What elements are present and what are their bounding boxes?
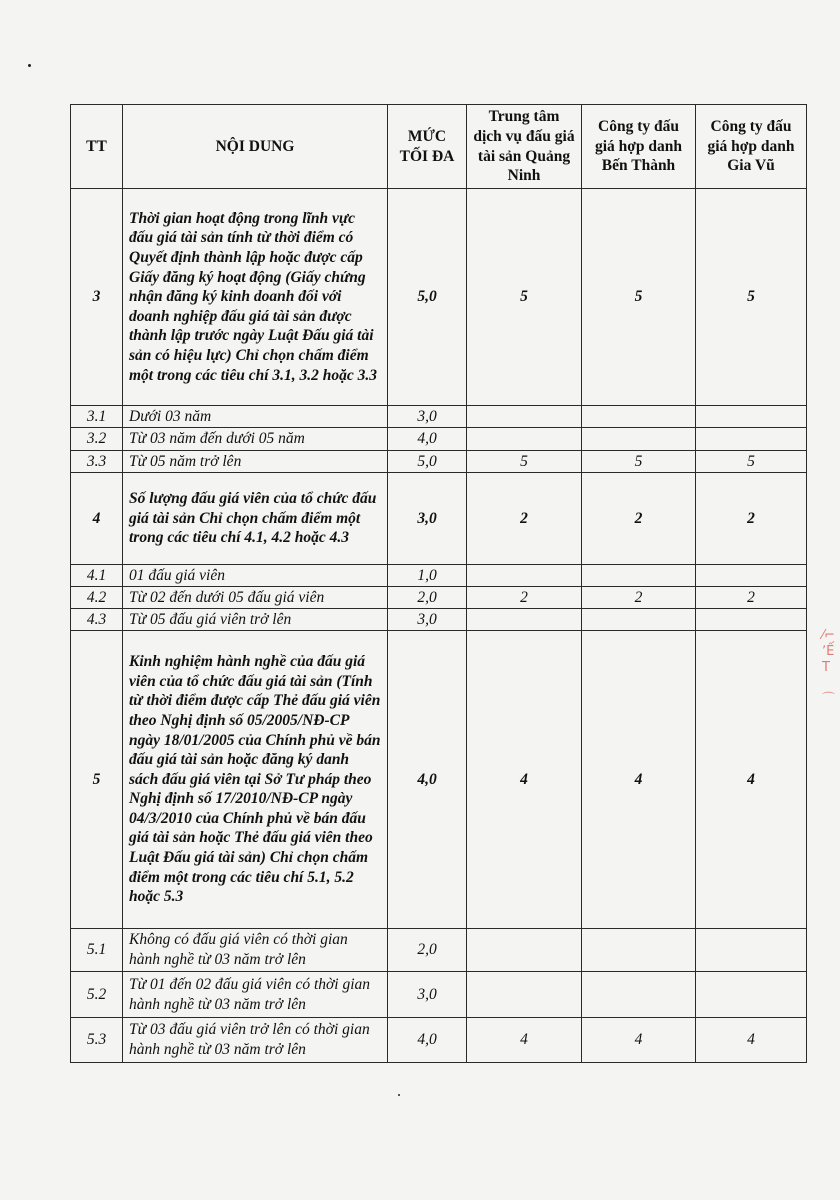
row-max: 3,0: [388, 406, 467, 428]
row-number: 5: [71, 631, 123, 929]
row-max: 5,0: [388, 189, 467, 406]
score-org2: 2: [582, 473, 696, 565]
row-max: 3,0: [388, 972, 467, 1018]
table-row: [71, 473, 807, 565]
row-max: 4,0: [388, 428, 467, 451]
row-number: 5.3: [71, 1018, 123, 1063]
score-org3: [696, 428, 807, 451]
scan-mark: [28, 64, 31, 67]
table-row: [71, 587, 807, 609]
scan-mark: [398, 1094, 400, 1096]
row-max: 4,0: [388, 1018, 467, 1063]
row-content: Từ 01 đến 02 đấu giá viên có thời gian hành nghề từ 03 năm trở lên: [123, 972, 388, 1018]
score-org1: 4: [467, 1018, 582, 1063]
row-number: 4.1: [71, 565, 123, 587]
header-tt: TT: [71, 105, 123, 189]
row-max: 4,0: [388, 631, 467, 929]
row-number: 4: [71, 473, 123, 565]
scoring-table: [70, 104, 807, 1063]
table-row: [71, 929, 807, 972]
score-org2: [582, 428, 696, 451]
score-org2: [582, 565, 696, 587]
score-org3: 2: [696, 587, 807, 609]
header-org-quang-ninh: Trung tâm dịch vụ đấu giá tài sản Quảng Ninh: [467, 105, 582, 189]
score-org1: 2: [467, 473, 582, 565]
row-max: 1,0: [388, 565, 467, 587]
score-org2: 2: [582, 587, 696, 609]
row-content: 01 đấu giá viên: [123, 565, 388, 587]
row-max: 2,0: [388, 929, 467, 972]
score-org1: 2: [467, 587, 582, 609]
row-number: 5.2: [71, 972, 123, 1018]
score-org3: 5: [696, 451, 807, 473]
table-row: [71, 451, 807, 473]
score-org3: 2: [696, 473, 807, 565]
row-content: Từ 03 năm đến dưới 05 năm: [123, 428, 388, 451]
header-content: NỘI DUNG: [123, 105, 388, 189]
score-org2: 4: [582, 631, 696, 929]
score-org3: 4: [696, 1018, 807, 1063]
row-content: Từ 05 năm trở lên: [123, 451, 388, 473]
row-content: Từ 03 đấu giá viên trở lên có thời gian hành nghề từ 03 năm trở lên: [123, 1018, 388, 1063]
table-row: [71, 406, 807, 428]
header-max: MỨC TỐI ĐA: [388, 105, 467, 189]
score-org2: 5: [582, 189, 696, 406]
row-content: Thời gian hoạt động trong lĩnh vực đấu giá tài sản tính từ thời điểm có Quyết định thành lập hoặc được cấp Giấy đăng ký hoạt động (Giấy chứng nhận đăng ký kinh doanh đối với doanh nghiệp đấu giá tài sản được thành lập trước ngày Luật Đấu giá tài sản có hiệu lực) Chỉ chọn chấm điểm một trong các tiêu chí 3.1, 3.2 hoặc 3.3: [123, 189, 388, 406]
row-max: 3,0: [388, 473, 467, 565]
score-org3: 4: [696, 631, 807, 929]
score-org3: [696, 972, 807, 1018]
row-content: Số lượng đấu giá viên của tổ chức đấu giá tài sản Chỉ chọn chấm điểm một trong các tiêu chí 4.1, 4.2 hoặc 4.3: [123, 473, 388, 565]
table-row: [71, 565, 807, 587]
score-org1: [467, 406, 582, 428]
row-max: 5,0: [388, 451, 467, 473]
table-row: [71, 609, 807, 631]
score-org1: 5: [467, 189, 582, 406]
score-org1: [467, 609, 582, 631]
row-number: 4.2: [71, 587, 123, 609]
table-row: [71, 972, 807, 1018]
score-org1: [467, 428, 582, 451]
row-content: Từ 02 đến dưới 05 đấu giá viên: [123, 587, 388, 609]
header-row: [71, 105, 807, 189]
row-content: Từ 05 đấu giá viên trở lên: [123, 609, 388, 631]
row-max: 3,0: [388, 609, 467, 631]
score-org3: [696, 406, 807, 428]
score-org2: 5: [582, 451, 696, 473]
score-org1: 4: [467, 631, 582, 929]
score-org2: [582, 406, 696, 428]
table-row: [71, 1018, 807, 1063]
score-org3: [696, 565, 807, 587]
row-number: 4.3: [71, 609, 123, 631]
table-row: [71, 631, 807, 929]
score-org2: [582, 609, 696, 631]
row-content: Dưới 03 năm: [123, 406, 388, 428]
score-org1: [467, 929, 582, 972]
score-org1: [467, 565, 582, 587]
stamp-mark: ⁄⌐ ʼẾ T ⌒: [822, 628, 836, 707]
row-number: 5.1: [71, 929, 123, 972]
row-number: 3.3: [71, 451, 123, 473]
table-row: [71, 428, 807, 451]
row-number: 3.1: [71, 406, 123, 428]
table-row: [71, 189, 807, 406]
score-org3: [696, 929, 807, 972]
header-org-ben-thanh: Công ty đấu giá hợp danh Bến Thành: [582, 105, 696, 189]
score-org2: [582, 972, 696, 1018]
row-content: Không có đấu giá viên có thời gian hành nghề từ 03 năm trở lên: [123, 929, 388, 972]
score-org2: [582, 929, 696, 972]
score-org3: 5: [696, 189, 807, 406]
row-number: 3.2: [71, 428, 123, 451]
score-org1: [467, 972, 582, 1018]
header-org-gia-vu: Công ty đấu giá hợp danh Gia Vũ: [696, 105, 807, 189]
score-org1: 5: [467, 451, 582, 473]
score-org3: [696, 609, 807, 631]
score-org2: 4: [582, 1018, 696, 1063]
row-number: 3: [71, 189, 123, 406]
row-content: Kinh nghiệm hành nghề của đấu giá viên của tổ chức đấu giá tài sản (Tính từ thời điểm được cấp Thẻ đấu giá viên theo Nghị định số 05/2005/NĐ-CP ngày 18/01/2005 của Chính phủ về bán đấu giá tài sản hoặc đăng ký danh sách đấu giá viên tại Sở Tư pháp theo Nghị định số 17/2010/NĐ-CP ngày 04/3/2010 của Chính phủ về bán đấu giá tài sản hoặc Thẻ đấu giá viên theo Luật Đấu giá tài sản) Chỉ chọn chấm điểm một trong các tiêu chí 5.1, 5.2 hoặc 5.3: [123, 631, 388, 929]
row-max: 2,0: [388, 587, 467, 609]
